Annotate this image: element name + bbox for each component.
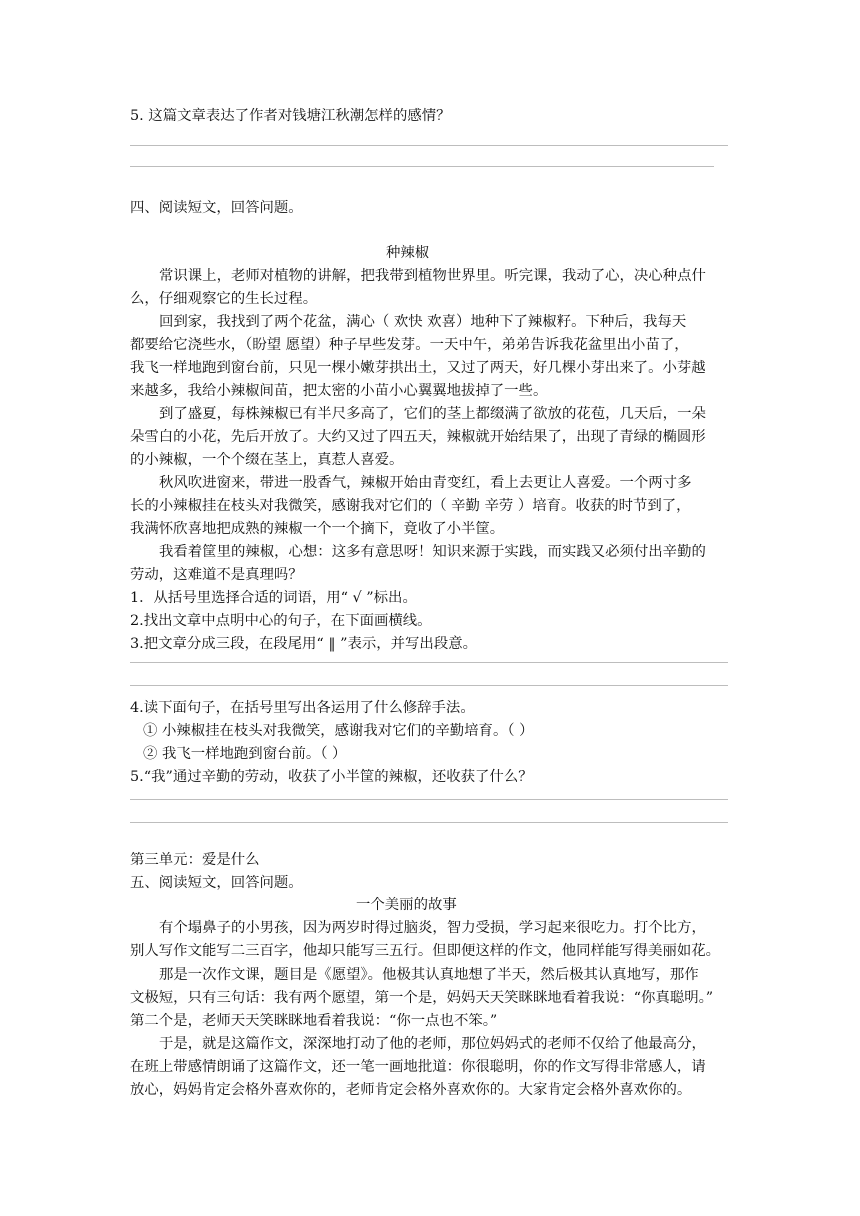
paragraph-line: 到了盛夏，每株辣椒已有半尺多高了，它们的茎上都缀满了欲放的花苞，几天后，一朵 [159,406,706,422]
unit-heading: 第三单元：爱是什么 [130,852,260,868]
paragraph-line: 都要给它浇些水，（盼望 愿望）种子早些发芽。一天中午，弟弟告诉我花盆里出小苗了， [130,337,689,353]
paragraph-line: 于是，就是这篇作文，深深地打动了他的老师，那位妈妈式的老师不仅给了他最高分， [159,1036,706,1052]
paragraph-line: 第二个是，老师天天笑眯眯地看着我说：“你一点也不笨。” [130,1013,498,1029]
paragraph-line: 别人写作文能写二三百字，他却只能写三五行。但即便这样的作文，他同样能写得美丽如花。 [130,943,721,959]
question-3: 3.把文章分成三段，在段尾用“ ‖ ”表示，并写出段意。 [130,636,477,652]
passage-title: 种辣椒 [386,245,430,261]
paragraph-line: 回到家，我找到了两个花盆，满心（ 欢快 欢喜）地种下了辣椒籽。下种后，我每天 [159,314,687,330]
answer-line [130,166,714,167]
paragraph-line: 我看着筐里的辣椒，心想：这多有意思呀！知识来源于实践，而实践又必须付出辛勤的 [159,544,706,560]
question-5-top: 5. 这篇文章表达了作者对钱塘江秋潮怎样的感情？ [130,108,451,124]
question-4-item-1: ① 小辣椒挂在枝头对我微笑，感谢我对它们的辛勤培育。（ ） [143,723,534,739]
paragraph-line: 劳动，这难道不是真理吗？ [130,567,303,583]
answer-line [130,145,728,146]
question-1: 1．从括号里选择合适的词语，用“ √ ”标出。 [130,590,417,606]
paragraph-line: 来越多，我给小辣椒间苗，把太密的小苗小心翼翼地拔掉了一些。 [130,383,548,399]
answer-line [130,685,728,686]
paragraph-line: 那是一次作文课，题目是《愿望》。他极其认真地想了半天，然后极其认真地写，那作 [159,967,699,983]
passage-title: 一个美丽的故事 [356,897,457,913]
paragraph-line: 长的小辣椒挂在枝头对我微笑，感谢我对它们的（ 辛勤 辛劳 ）培育。收获的时节到了， [130,498,691,514]
answer-line [130,799,728,800]
answer-line [130,662,728,663]
paragraph-line: 的小辣椒，一个个缀在茎上，真惹人喜爱。 [130,452,404,468]
paragraph-line: 在班上带感情朗诵了这篇作文，还一笔一画地批道：你很聪明，你的作文写得非常感人，请 [130,1059,706,1075]
question-2: 2.找出文章中点明中心的句子，在下面画横线。 [130,613,432,629]
paragraph-line: 放心，妈妈肯定会格外喜欢你的，老师肯定会格外喜欢你的。大家肯定会格外喜欢你的。 [130,1082,692,1098]
paragraph-line: 文极短，只有三句话：我有两个愿望，第一个是，妈妈天天笑眯眯地看着我说：“你真聪明。” [130,990,714,1006]
paragraph-line: 秋风吹进窗来，带进一股香气，辣椒开始由青变红，看上去更让人喜爱。一个两寸多 [159,475,692,491]
question-4-item-2: ② 我飞一样地跑到窗台前。（ ） [143,746,347,762]
paragraph-line: 常识课上，老师对植物的讲解，把我带到植物世界里。听完课，我动了心，决心种点什 [159,268,706,284]
paragraph-line: 么，仔细观察它的生长过程。 [130,291,318,307]
paragraph-line: 我飞一样地跑到窗台前，只见一棵小嫩芽拱出土，又过了两天，好几棵小芽出来了。小芽越 [130,360,706,376]
paragraph-line: 我满怀欣喜地把成熟的辣椒一个一个摘下，竟收了小半筐。 [130,521,505,537]
paragraph-line: 有个塌鼻子的小男孩，因为两岁时得过脑炎，智力受损，学习起来很吃力。打个比方， [159,920,706,936]
question-5: 5.“我”通过辛勤的劳动，收获了小半筐的辣椒，还收获了什么？ [130,769,533,785]
answer-line [130,822,728,823]
section-4-heading: 四、阅读短文，回答问题。 [130,200,303,216]
question-4: 4.读下面句子，在括号里写出各运用了什么修辞手法。 [130,700,475,716]
paragraph-line: 朵雪白的小花，先后开放了。大约又过了四五天，辣椒就开始结果了，出现了青绿的椭圆形 [130,429,706,445]
section-5-heading: 五、阅读短文，回答问题。 [130,875,303,891]
